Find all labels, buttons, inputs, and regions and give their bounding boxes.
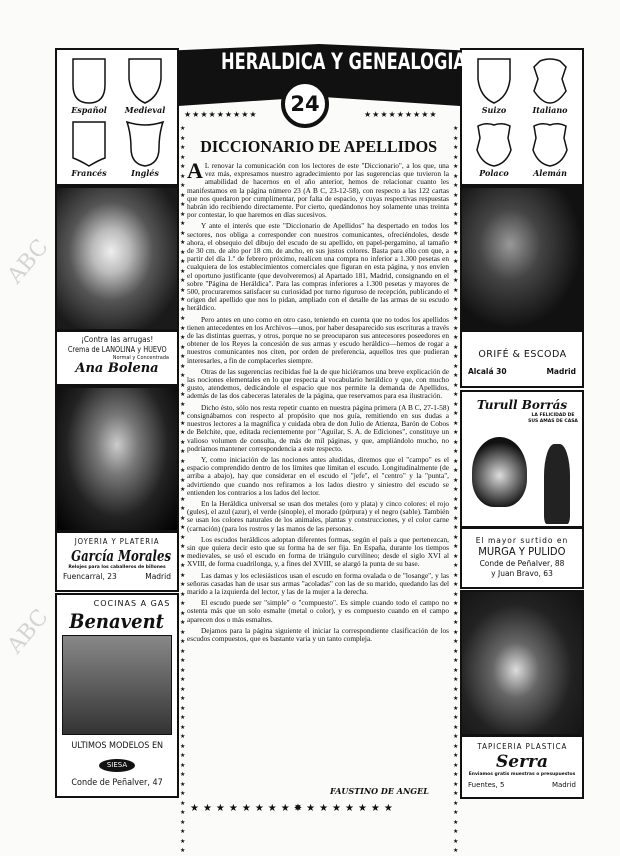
ad-joyeria xyxy=(55,531,179,592)
paragraph: Pero antes en uno como en otro caso, teniendo en cuenta que no todos los apellidos tienen antecedentes en los Archivos—unos, por haber desaparecido sus escrituras a través de las distintas guerras, y otros, porque no se preocuparon sus antecesores poseedores en obtener de los Reyes la concesión de sus armas y escudo heráldico—hemos de rogar a nuestros comunicantes nos citen, por orden de preferencia, aquellos tres que pudieran interesarles, a fin de complacerles siempre. xyxy=(187,314,449,365)
article-title-wrap xyxy=(188,137,450,157)
ad-murga-pulido xyxy=(460,527,584,589)
ad-brand: MURGA Y PULIDO xyxy=(478,546,566,558)
paragraph: Y ante el interés que este "Diccionario de Apellidos" ha despertado en todos los sectores, nos obliga a corresponder con nuestros comunicantes, ofreciéndoles, desde ahora, el obsequio del dibujo del escudo de su apellido, en papel-pergamino, al tamaño de 30 cm. de alto por 18 cm. de ancho, en sus justos colores. Basta para ello con que, a partir del día 1.º de febrero próximo, realicen una compra no inferior a 1.300 pesetas en cualquiera de los establecimientos comerciales que figuran en esta página, y nos envíen el oportuno justificante (que devolveremos) al Apartado 181, Madrid, consignando en el sobre "Página de Heráldica". Para las compras inferiores a 1.300 pesetas y mayores de 500, procuraremos satisfacer su curiosidad por turno riguroso de recepción, publicando el origen del apellido que nos lo pidan, ampliado con el detalle de las armas de su escudo heráldico. xyxy=(187,221,449,313)
ad-address: Conde de Peñalver, 47 xyxy=(71,778,163,788)
stove-illustration xyxy=(62,635,172,735)
shield-ingles xyxy=(117,117,173,180)
watermark: ABC xyxy=(2,604,54,659)
ad-brand: Serra xyxy=(495,752,549,772)
ad-lanolina xyxy=(55,330,179,386)
shield-polaco xyxy=(466,117,522,180)
ad-turull-borras xyxy=(460,390,584,528)
star-rule-right: ★★★★★★★★★ xyxy=(364,110,438,119)
shield-label: Italiano xyxy=(532,105,568,115)
shield-label: Inglés xyxy=(131,168,159,178)
ad-city: Madrid xyxy=(551,781,576,789)
shield-icon xyxy=(125,120,165,168)
paragraph: En la Heráldica universal se usan dos metales (oro y plata) y cinco colores: el rojo (gules), el azul (azur), el verde (sinople), el morado (púrpura) y el negro (sable). También se usan los colores naturales de los animales, plantas y construcciones, y el color carne (carnación) (para los rostros y las manos de las personas. xyxy=(187,498,449,533)
paragraph: Y, como iniciación de las nociones antes aludidas, diremos que el "campo" es el espacio comprendido dentro de los límites que limitan el escudo. Longitudinalmente (de arriba a abajo), hay que considerar en el escudo el "jefe", el "centro" y la "punta", advirtiendo que cuando nos refiramos a los lados diestro y siniestro del escudo se entienden los contrarios a los lados del lector. xyxy=(187,454,449,497)
shield-icon xyxy=(530,57,570,105)
shield-label: Alemán xyxy=(533,168,567,178)
paragraph: El escudo puede ser "simple" o "compuesto". Es simple cuando todo el campo no ostenta más que un solo esmalte (metal o color), y es compuesto cuando en el campo aparecen dos o más esmaltes. xyxy=(187,598,449,624)
paragraph: Otras de las sugerencias recibidas fué la de que hiciéramos una breve explicación de las nociones elementales en lo que respecta al vocabulario heráldico y que, con mucho gusto, atendemos, dedicándole el espacio que nos permite la demanda de Apellidos, además de las dos cabeceras laterales de la página, que reservamos para esa ilustración. xyxy=(187,366,449,401)
shield-label: Polaco xyxy=(479,168,509,178)
ad-address: y Juan Bravo, 63 xyxy=(491,569,553,578)
paragraph: Dejamos para la página siguiente el iniciar la correspondiente clasificación de los escudos compuestos, que es bastante varia y un tanto compleja. xyxy=(187,625,449,643)
ad-photo-jewelry xyxy=(55,386,179,532)
ad-line: Normal y Concentrada xyxy=(112,355,169,361)
shield-icon xyxy=(69,120,109,168)
ad-tagline: Relojes para los caballeros de billones xyxy=(68,565,166,570)
ad-brand: Benavent xyxy=(69,609,165,633)
ad-address: Alcalá 30 xyxy=(468,367,507,376)
shield-icon xyxy=(125,57,165,105)
page-title-wrap xyxy=(178,50,467,76)
paragraph: Dicho ésto, sólo nos resta repetir cuanto en nuestra página primera (A B C, 27-1-58) consignábamos con respecto al propósito que nos guía, remitiendo en sus dudas a nuestros lectores a la magnífica y cuidada obra de don Julio de Atienza, Barón de Cobos de Belchite, que, editada recientemente por "Aguilar, S. A. de Ediciones", constituye un valioso volumen de consulta, de más de mil páginas, y que, ampliándolo mucho, no podríamos mantener correspondencia a este respecto. xyxy=(187,402,449,453)
ad-serra xyxy=(460,735,584,799)
shield-espanol xyxy=(61,54,117,117)
ad-tagline: Enviamos gratis muestras o presupuestos xyxy=(468,772,576,777)
ad-brand: Ana Bolena xyxy=(75,361,159,376)
shield-forms-left xyxy=(55,48,179,186)
ad-tagline: LA FELICIDAD DE SUS AMAS DE CASA xyxy=(528,413,578,424)
star-border-right: ★★★★★★★★★★★★★★★★★★★★★★★★★★★★★★★★★★★★★★★★★★★★★★★★★★★★★★★★★★★★★★★★★★★★★★★★★★★★★ xyxy=(453,125,459,854)
article-title: DICCIONARIO DE APELLIDOS xyxy=(200,137,438,156)
ad-line: COCINAS A GAS xyxy=(93,599,171,608)
ad-address: Fuentes, 5 xyxy=(468,781,505,789)
watermark: ABC xyxy=(2,234,54,289)
ad-orife xyxy=(460,330,584,388)
shield-icon xyxy=(69,57,109,105)
issue-number: 24 xyxy=(281,80,329,128)
ad-brand: Turull Borrás xyxy=(476,398,568,412)
paragraph: Los escudos heráldicos adoptan diferentes formas, según el país a que pertenezcan, sin que quiera decir esto que su forma ha de ser fija. En España, durante los tiempos medievales, se usó el escudo en forma de triángulo curvilíneo; desde el siglo XVI al XVIII, de forma cuadrilonga, y, a fines del XVIII, se alargó la punta de su base. xyxy=(187,534,449,569)
ad-benavent xyxy=(55,593,179,798)
shield-medieval xyxy=(117,54,173,117)
article-body xyxy=(187,158,449,646)
shield-forms-right xyxy=(460,48,584,186)
shield-icon xyxy=(530,120,570,168)
paragraph: Las damas y los eclesiásticos usan el escudo en forma ovalada o de "losange", y las señoras casadas han de usar sus armas "acoladas" con las de su marido, quedando las del marido a la izquierda del lector, y las de la mujer a la derecha. xyxy=(187,570,449,596)
ad-brand: ORIFÉ & ESCODA xyxy=(477,349,567,360)
shield-icon xyxy=(474,120,514,168)
shield-icon xyxy=(474,57,514,105)
ad-line: El mayor surtido en xyxy=(475,536,569,545)
star-rule-bottom: ★★★★★★★★✸★★★★★★★ xyxy=(190,803,397,814)
ad-address: Fuencarral, 23 xyxy=(63,572,117,581)
paragraph: L renovar la comunicación con los lectores de este "Diccionario", a los que, una vez más, expresamos nuestro agradecimiento por las sugerencias que tuvieron la amabilidad de hacernos en el año anterior, hemos de relacionar cuanto les manifestamos en la página número 23 (A B C, 23-12-58), con respecto a las 122 cartas que nos quedaron por cumplimentar, por falta de espacio, y cuyas respectivas respuestas habrán ido recibiendo directamente. Por cierto, quedándonos hoy solamente unas treinta por contestar, lo que haremos en días sucesivos. xyxy=(187,161,449,220)
ad-line: JOYERIA Y PLATERIA xyxy=(74,537,160,546)
star-rule-left: ★★★★★★★★★ xyxy=(184,110,258,119)
author-signature: FAUSTINO DE ANGEL xyxy=(330,786,429,796)
star-border-left: ★★★★★★★★★★★★★★★★★★★★★★★★★★★★★★★★★★★★★★★★★★★★★★★★★★★★★★★★★★★★★★★★★★★★★★★★★★★★★ xyxy=(180,125,186,854)
ad-city: Madrid xyxy=(546,367,576,376)
shield-label: Francés xyxy=(71,168,107,178)
shield-label: Suizo xyxy=(481,105,507,115)
ad-line: ¡Contra las arrugas! xyxy=(80,335,154,344)
ad-city: Madrid xyxy=(145,572,171,581)
ad-line: Crema de LANOLINA y HUEVO xyxy=(67,345,167,354)
ad-photo-woman xyxy=(55,186,179,331)
shield-label: Medieval xyxy=(124,105,166,115)
ad-brand: García Morales xyxy=(71,547,172,565)
shield-label: Español xyxy=(71,105,107,115)
shield-suizo xyxy=(466,54,522,117)
mannequin-illustration xyxy=(544,444,570,524)
shield-italiano xyxy=(522,54,578,117)
ad-line: ULTIMOS MODELOS EN xyxy=(71,741,163,751)
woman-portrait xyxy=(472,437,527,507)
ad-address: Conde de Peñalver, 88 xyxy=(479,559,565,568)
shield-frances xyxy=(61,117,117,180)
ad-photo-orife xyxy=(460,186,584,331)
ad-photo-tapiceria xyxy=(460,590,584,736)
drop-cap: A xyxy=(187,158,203,183)
page-title: HERALDICA Y GENEALOGIA xyxy=(221,50,467,75)
ad-line: TAPICERIA PLASTICA xyxy=(477,742,567,751)
siesa-logo: SIESA xyxy=(99,759,135,772)
shield-aleman xyxy=(522,117,578,180)
